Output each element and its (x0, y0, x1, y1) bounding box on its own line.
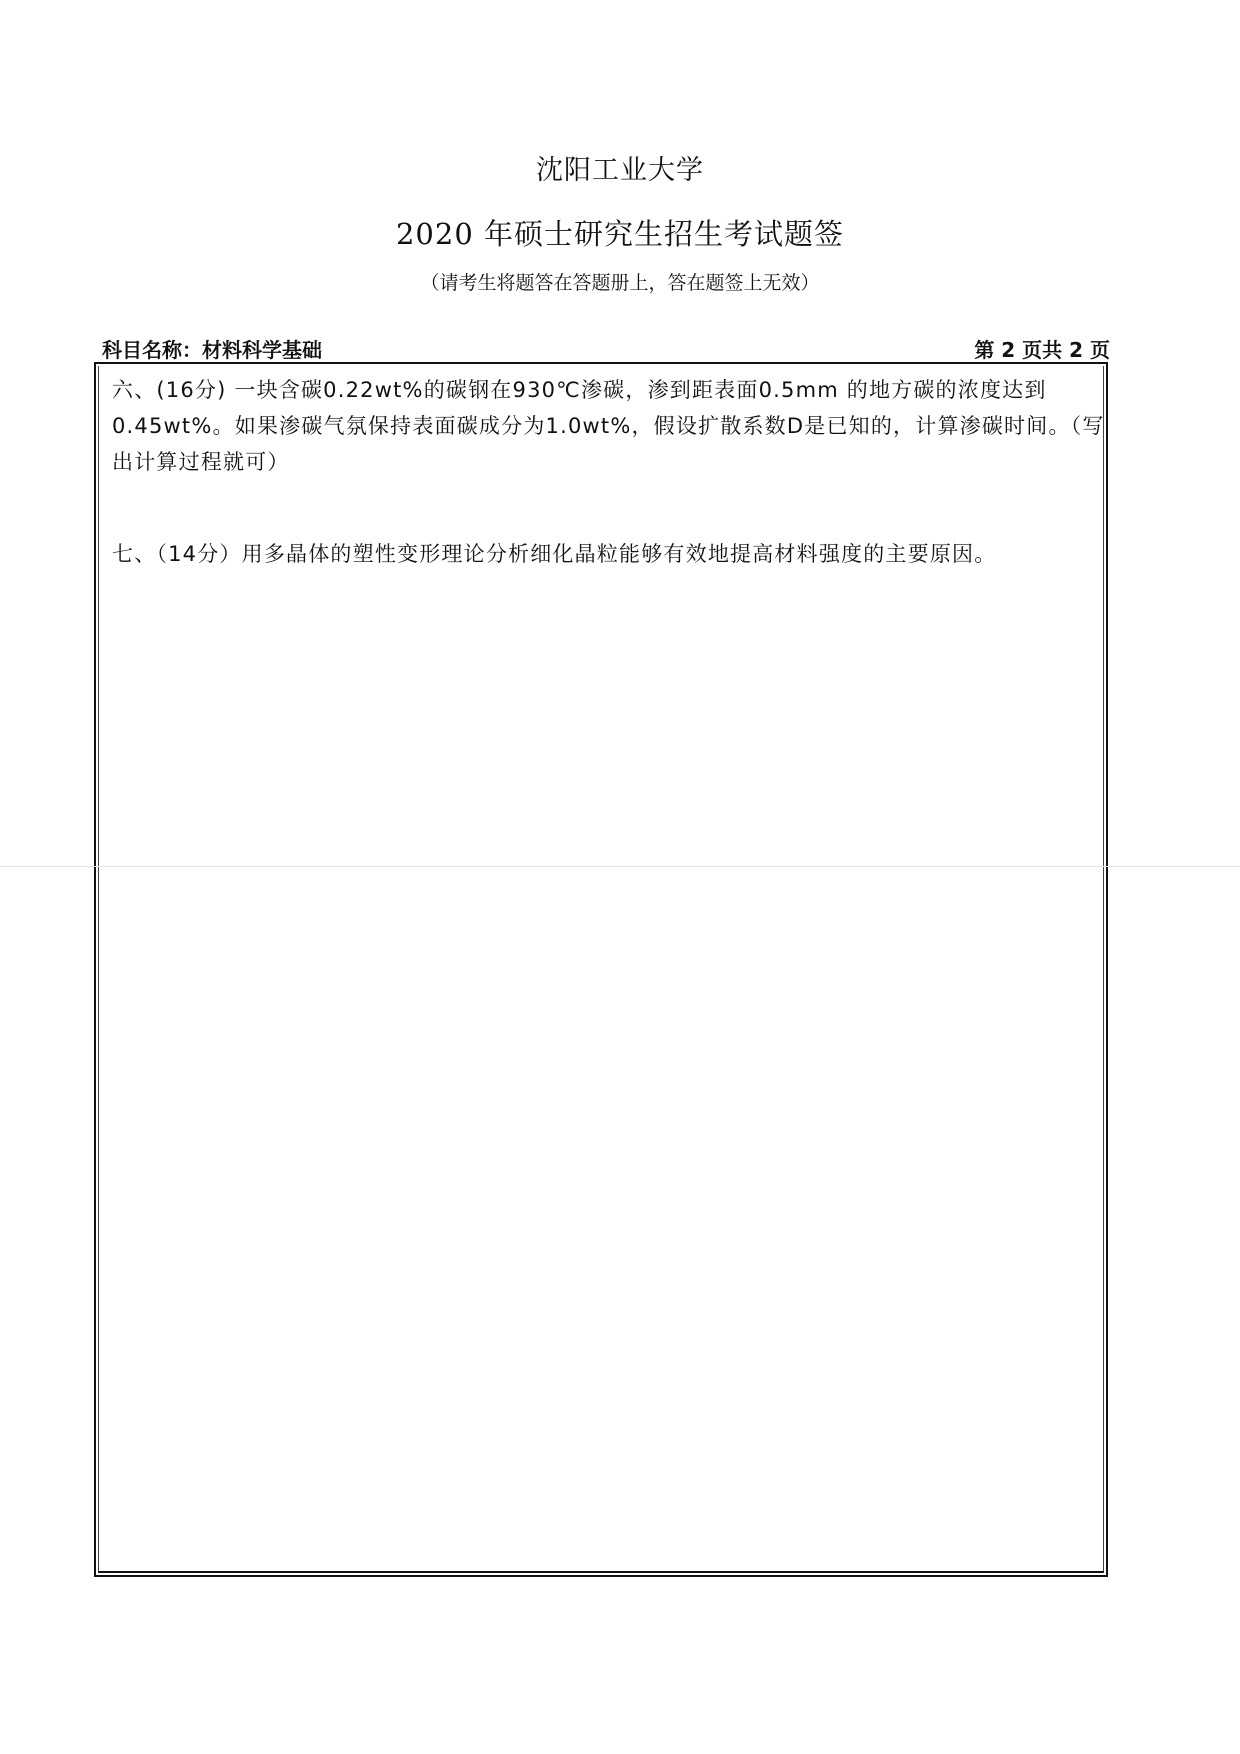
university-name: 沈阳工业大学 (536, 155, 704, 186)
subject-name: 科目名称：材料科学基础 (102, 338, 322, 362)
question-6: 六、(16分) 一块含碳0.22wt%的碳钢在930℃渗碳，渗到距表面0.5mm 的地方碳的浓度达到0.45wt%。如果渗碳气氛保持表面碳成分为1.0wt%，假设扩散系数D是已知的，计算渗碳时间。（写出计算过程就可） (112, 378, 1105, 474)
page-count: 第 2 页共 2 页 (974, 338, 1110, 362)
paper-fold-line (0, 866, 1240, 867)
exam-title: 2020 年硕士研究生招生考试题签 (395, 217, 845, 251)
question-7: 七、（14分）用多晶体的塑性变形理论分析细化晶粒能够有效地提高材料强度的主要原因。 (112, 542, 997, 566)
exam-notice: （请考生将题答在答题册上，答在题签上无效） (420, 272, 820, 294)
